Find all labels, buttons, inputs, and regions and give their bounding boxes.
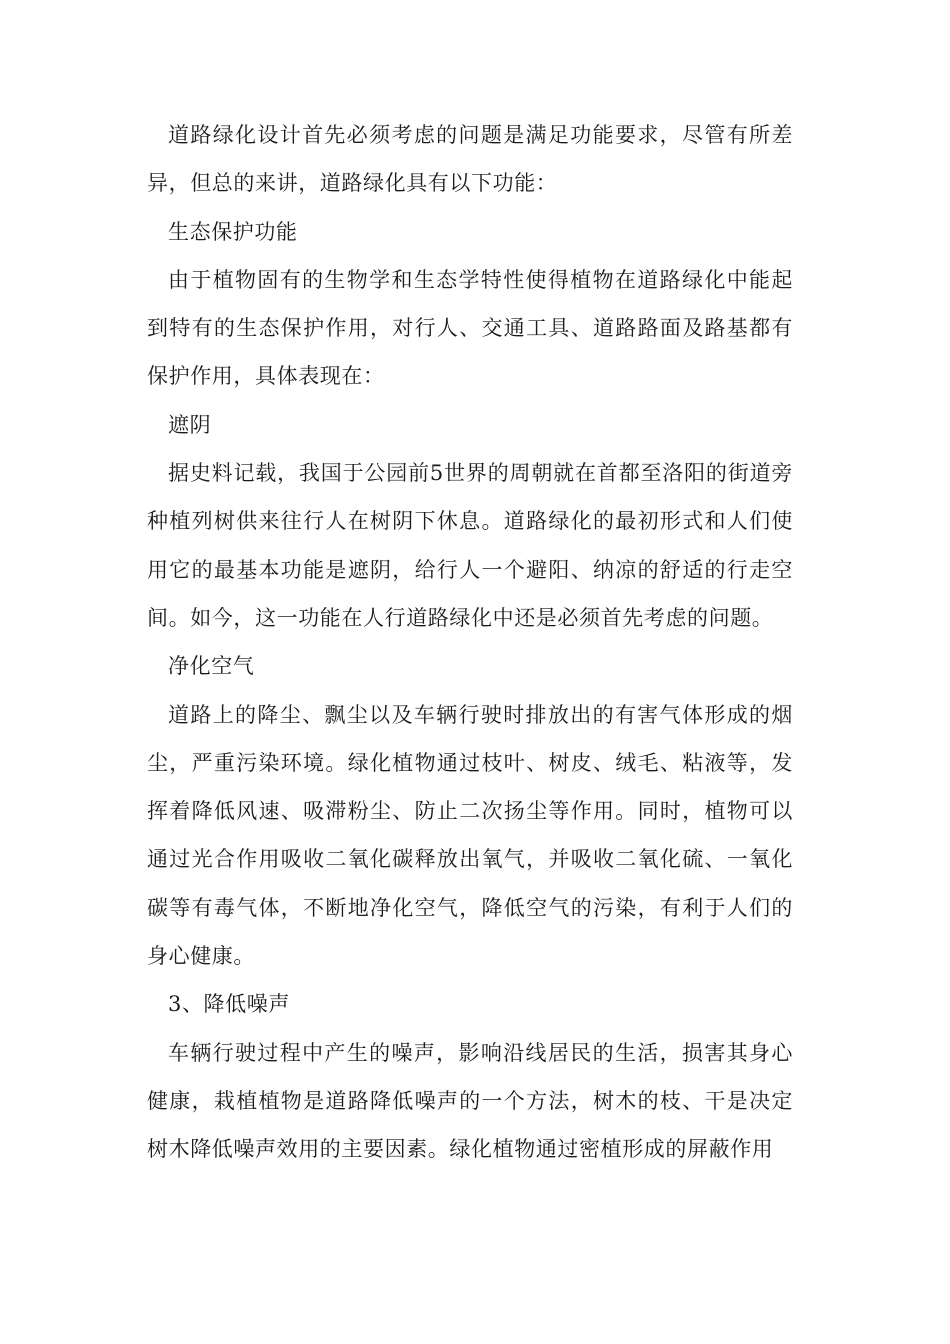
heading-shade: 遮阴	[168, 412, 212, 437]
heading-ecological-protection: 生态保护功能	[168, 219, 298, 244]
heading-reduce-noise: 3、降低噪声	[168, 992, 290, 1017]
paragraph-reduce-noise: 车辆行驶过程中产生的噪声，影响沿线居民的生活，损害其身心健康，栽植植物是道路降低噪声的一个方法，树木的枝、干是决定树木降低噪声效用的主要因素。绿化植物通过密植形成的屏蔽作用	[147, 1040, 793, 1162]
paragraph-intro: 道路绿化设计首先必须考虑的问题是满足功能要求，尽管有所差异，但总的来讲，道路绿化具有以下功能：	[147, 123, 793, 196]
paragraph-shade: 据史料记载，我国于公园前5世界的周朝就在首都至洛阳的街道旁种植列树供来往行人在树阴下休息。道路绿化的最初形式和人们使用它的最基本功能是遮阴，给行人一个避阳、纳凉的舒适的行走空间。如今，这一功能在人行道路绿化中还是必须首先考虑的问题。	[147, 461, 793, 630]
paragraph-purify-air: 道路上的降尘、飘尘以及车辆行驶时排放出的有害气体形成的烟尘，严重污染环境。绿化植物通过枝叶、树皮、绒毛、粘液等，发挥着降低风速、吸滞粉尘、防止二次扬尘等作用。同时，植物可以通过光合作用吸收二氧化碳释放出氧气，并吸收二氧化硫、一氧化碳等有毒气体，不断地净化空气，降低空气的污染，有利于人们的身心健康。	[147, 702, 793, 969]
document-body	[147, 111, 793, 1174]
heading-purify-air: 净化空气	[168, 654, 255, 679]
paragraph-ecological-protection: 由于植物固有的生物学和生态学特性使得植物在道路绿化中能起到特有的生态保护作用，对行人、交通工具、道路路面及路基都有保护作用，具体表现在：	[147, 267, 793, 389]
